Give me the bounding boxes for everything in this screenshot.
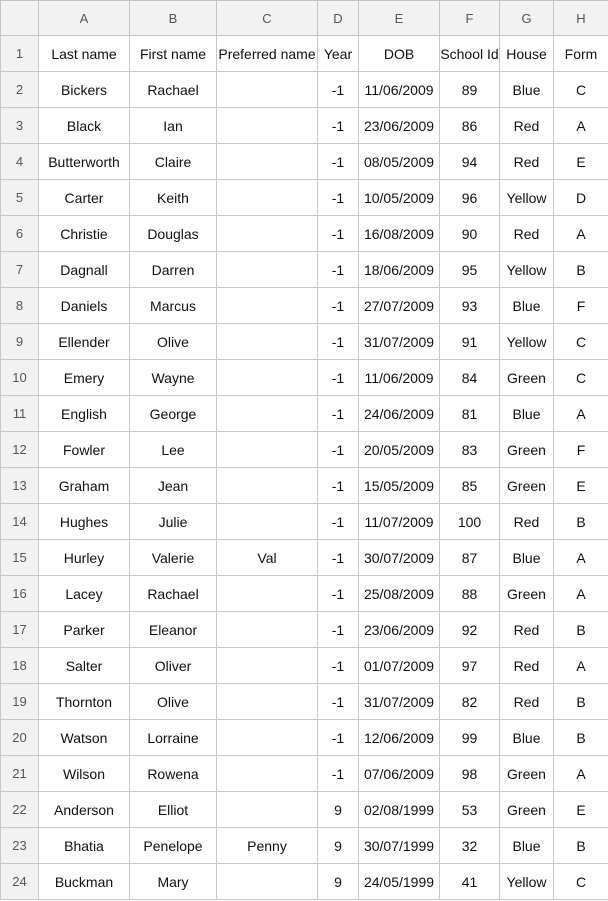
cell-b[interactable]: Eleanor [130,612,217,648]
cell-f[interactable]: 83 [440,432,500,468]
cell-a[interactable]: Daniels [39,288,130,324]
cell-h[interactable]: C [554,360,608,396]
cell-d[interactable]: -1 [318,504,359,540]
cell-e[interactable]: 15/05/2009 [359,468,440,504]
table-row [1,864,608,900]
row-header[interactable]: 3 [1,108,39,144]
cell-b[interactable]: Julie [130,504,217,540]
table-row [1,576,608,612]
cell-g[interactable]: Green [500,468,554,504]
cell-b[interactable]: Rowena [130,756,217,792]
cell-c[interactable] [217,396,318,432]
cell-f[interactable]: 53 [440,792,500,828]
row-header[interactable]: 9 [1,324,39,360]
cell-f[interactable]: 95 [440,252,500,288]
cell-f[interactable]: 100 [440,504,500,540]
cell-c[interactable]: Penny [217,828,318,864]
cell-h[interactable]: E [554,792,608,828]
row-header[interactable]: 14 [1,504,39,540]
cell-a[interactable]: Thornton [39,684,130,720]
cell-c[interactable] [217,504,318,540]
cell-g[interactable]: Red [500,612,554,648]
table-row [1,756,608,792]
cell-g[interactable]: Green [500,792,554,828]
cell-f[interactable]: 84 [440,360,500,396]
cell-e[interactable]: 24/06/2009 [359,396,440,432]
cell-e[interactable]: 12/06/2009 [359,720,440,756]
cell-b[interactable]: Valerie [130,540,217,576]
cell-f[interactable]: 97 [440,648,500,684]
table-row [1,252,608,288]
column-header-c[interactable]: C [217,1,318,36]
cell-b[interactable]: Keith [130,180,217,216]
cell-d[interactable]: -1 [318,648,359,684]
cell-h[interactable]: A [554,756,608,792]
row-header[interactable]: 19 [1,684,39,720]
cell-h[interactable]: B [554,612,608,648]
table-row [1,504,608,540]
cell-b[interactable]: Rachael [130,72,217,108]
cell-e[interactable]: 07/06/2009 [359,756,440,792]
cell-e[interactable]: 01/07/2009 [359,648,440,684]
cell-h[interactable]: B [554,504,608,540]
cell-c[interactable] [217,324,318,360]
cell-b[interactable]: Elliot [130,792,217,828]
cell-c[interactable] [217,468,318,504]
cell-g[interactable]: Blue [500,396,554,432]
row-header[interactable]: 20 [1,720,39,756]
cell-d[interactable]: 9 [318,864,359,900]
row-header[interactable]: 23 [1,828,39,864]
cell-g[interactable]: Green [500,432,554,468]
cell-c[interactable] [217,756,318,792]
cell-c[interactable] [217,576,318,612]
cell-c[interactable] [217,108,318,144]
row-header[interactable]: 24 [1,864,39,900]
cell-a[interactable]: Fowler [39,432,130,468]
cell-h[interactable]: B [554,828,608,864]
row-header[interactable]: 10 [1,360,39,396]
table-row [1,36,608,72]
cell-b[interactable]: Douglas [130,216,217,252]
column-header-row [1,1,608,36]
table-row [1,216,608,252]
cell-c[interactable] [217,180,318,216]
cell-d[interactable]: 9 [318,828,359,864]
cell-h[interactable]: C [554,324,608,360]
cell-h[interactable]: C [554,864,608,900]
cell-f[interactable]: 85 [440,468,500,504]
row-header[interactable]: 16 [1,576,39,612]
cell-e[interactable]: 02/08/1999 [359,792,440,828]
column-header-g[interactable]: G [500,1,554,36]
column-header-a[interactable]: A [39,1,130,36]
cell-g[interactable]: Yellow [500,252,554,288]
cell-e[interactable]: 24/05/1999 [359,864,440,900]
column-header-e[interactable]: E [359,1,440,36]
cell-a[interactable]: Last name [39,36,130,72]
row-header[interactable]: 18 [1,648,39,684]
cell-b[interactable]: Oliver [130,648,217,684]
cell-d[interactable]: -1 [318,540,359,576]
table-row [1,288,608,324]
cell-g[interactable]: Blue [500,72,554,108]
row-header[interactable]: 8 [1,288,39,324]
table-row [1,180,608,216]
cell-f[interactable]: 87 [440,540,500,576]
cell-g[interactable]: Red [500,216,554,252]
column-header-f[interactable]: F [440,1,500,36]
table-row [1,792,608,828]
cell-e[interactable]: 23/06/2009 [359,612,440,648]
cell-g[interactable]: Yellow [500,324,554,360]
row-header[interactable]: 13 [1,468,39,504]
cell-d[interactable]: -1 [318,396,359,432]
cell-d[interactable]: -1 [318,324,359,360]
row-header[interactable]: 21 [1,756,39,792]
cell-b[interactable]: Claire [130,144,217,180]
row-header[interactable]: 5 [1,180,39,216]
cell-e[interactable]: 31/07/2009 [359,324,440,360]
table-row [1,828,608,864]
table-row [1,468,608,504]
cell-h[interactable]: B [554,684,608,720]
cell-g[interactable]: Blue [500,288,554,324]
cell-b[interactable]: Mary [130,864,217,900]
cell-d[interactable]: -1 [318,288,359,324]
cell-g[interactable]: Yellow [500,180,554,216]
row-header[interactable]: 17 [1,612,39,648]
table-row [1,648,608,684]
cell-a[interactable]: Ellender [39,324,130,360]
cell-a[interactable]: Lacey [39,576,130,612]
cell-h[interactable]: C [554,72,608,108]
cell-d[interactable]: -1 [318,360,359,396]
cell-h[interactable]: Form [554,36,608,72]
table-row [1,432,608,468]
cell-d[interactable]: -1 [318,144,359,180]
cell-c[interactable] [217,720,318,756]
cell-b[interactable]: Ian [130,108,217,144]
cell-d[interactable]: -1 [318,612,359,648]
cell-c[interactable] [217,684,318,720]
column-header-b[interactable]: B [130,1,217,36]
row-header[interactable]: 6 [1,216,39,252]
row-header[interactable]: 15 [1,540,39,576]
table-row [1,396,608,432]
cell-c[interactable] [217,72,318,108]
cell-b[interactable]: Olive [130,324,217,360]
cell-f[interactable]: 88 [440,576,500,612]
cell-f[interactable]: 81 [440,396,500,432]
cell-e[interactable]: 16/08/2009 [359,216,440,252]
cell-d[interactable]: -1 [318,468,359,504]
cell-c[interactable]: Preferred name [217,36,318,72]
cell-c[interactable] [217,360,318,396]
cell-d[interactable]: 9 [318,792,359,828]
cell-e[interactable]: 23/06/2009 [359,108,440,144]
cell-h[interactable]: A [554,576,608,612]
table-row [1,720,608,756]
table-row [1,684,608,720]
cell-a[interactable]: Watson [39,720,130,756]
cell-c[interactable]: Val [217,540,318,576]
cell-c[interactable] [217,864,318,900]
table-row [1,72,608,108]
table-row [1,612,608,648]
table-row [1,108,608,144]
cell-e[interactable]: 08/05/2009 [359,144,440,180]
cell-b[interactable]: Wayne [130,360,217,396]
cell-a[interactable]: Carter [39,180,130,216]
cell-f[interactable]: 92 [440,612,500,648]
cell-f[interactable]: 86 [440,108,500,144]
cell-d[interactable]: -1 [318,252,359,288]
cell-d[interactable]: Year [318,36,359,72]
cell-a[interactable]: Bhatia [39,828,130,864]
row-header[interactable]: 11 [1,396,39,432]
cell-h[interactable]: A [554,540,608,576]
cell-b[interactable]: Darren [130,252,217,288]
cell-a[interactable]: Anderson [39,792,130,828]
cell-a[interactable]: English [39,396,130,432]
cell-g[interactable]: Red [500,144,554,180]
cell-a[interactable]: Christie [39,216,130,252]
column-header-h[interactable]: H [554,1,608,36]
cell-b[interactable]: Olive [130,684,217,720]
column-header-d[interactable]: D [318,1,359,36]
cell-d[interactable]: -1 [318,108,359,144]
cell-b[interactable]: Jean [130,468,217,504]
row-header[interactable]: 7 [1,252,39,288]
cell-d[interactable]: -1 [318,180,359,216]
cell-g[interactable]: Green [500,756,554,792]
cell-a[interactable]: Salter [39,648,130,684]
cell-h[interactable]: B [554,720,608,756]
cell-b[interactable]: George [130,396,217,432]
cell-g[interactable]: Yellow [500,864,554,900]
cell-c[interactable] [217,288,318,324]
cell-b[interactable]: Marcus [130,288,217,324]
cell-a[interactable]: Wilson [39,756,130,792]
table-row [1,324,608,360]
cell-g[interactable]: Green [500,360,554,396]
cell-e[interactable]: 31/07/2009 [359,684,440,720]
cell-h[interactable]: A [554,108,608,144]
cell-b[interactable]: Penelope [130,828,217,864]
cell-f[interactable]: 91 [440,324,500,360]
table-row [1,144,608,180]
cell-c[interactable] [217,144,318,180]
cell-e[interactable]: 25/08/2009 [359,576,440,612]
cell-e[interactable]: DOB [359,36,440,72]
cell-g[interactable]: House [500,36,554,72]
cell-f[interactable]: 96 [440,180,500,216]
cell-a[interactable]: Bickers [39,72,130,108]
cell-c[interactable] [217,792,318,828]
cell-d[interactable]: -1 [318,756,359,792]
cell-h[interactable]: D [554,180,608,216]
cell-h[interactable]: B [554,252,608,288]
cell-d[interactable]: -1 [318,684,359,720]
cell-d[interactable]: -1 [318,72,359,108]
cell-c[interactable] [217,648,318,684]
cell-h[interactable]: A [554,216,608,252]
cell-c[interactable] [217,432,318,468]
row-header[interactable]: 22 [1,792,39,828]
cell-a[interactable]: Emery [39,360,130,396]
cell-h[interactable]: A [554,396,608,432]
cell-d[interactable]: -1 [318,216,359,252]
cell-a[interactable]: Hurley [39,540,130,576]
cell-h[interactable]: F [554,432,608,468]
cell-h[interactable]: A [554,648,608,684]
select-all-corner[interactable] [1,1,39,36]
cell-b[interactable]: Rachael [130,576,217,612]
cell-e[interactable]: 20/05/2009 [359,432,440,468]
grid-body [1,1,608,900]
cell-b[interactable]: Lee [130,432,217,468]
cell-a[interactable]: Dagnall [39,252,130,288]
cell-h[interactable]: F [554,288,608,324]
table-row [1,360,608,396]
cell-a[interactable]: Butterworth [39,144,130,180]
cell-f[interactable]: 93 [440,288,500,324]
cell-g[interactable]: Red [500,504,554,540]
cell-f[interactable]: 89 [440,72,500,108]
cell-d[interactable]: -1 [318,720,359,756]
cell-f[interactable]: 90 [440,216,500,252]
cell-f[interactable]: 98 [440,756,500,792]
cell-d[interactable]: -1 [318,576,359,612]
cell-g[interactable]: Red [500,684,554,720]
cell-f[interactable]: 32 [440,828,500,864]
cell-a[interactable]: Graham [39,468,130,504]
cell-g[interactable]: Blue [500,828,554,864]
row-header[interactable]: 12 [1,432,39,468]
cell-e[interactable]: 30/07/1999 [359,828,440,864]
row-header[interactable]: 2 [1,72,39,108]
cell-e[interactable]: 11/07/2009 [359,504,440,540]
cell-c[interactable] [217,216,318,252]
cell-e[interactable]: 10/05/2009 [359,180,440,216]
cell-f[interactable]: 94 [440,144,500,180]
cell-e[interactable]: 11/06/2009 [359,72,440,108]
cell-b[interactable]: First name [130,36,217,72]
row-header[interactable]: 1 [1,36,39,72]
cell-f[interactable]: 82 [440,684,500,720]
cell-e[interactable]: 27/07/2009 [359,288,440,324]
table-row [1,540,608,576]
cell-f[interactable]: 99 [440,720,500,756]
cell-f[interactable]: 41 [440,864,500,900]
cell-d[interactable]: -1 [318,432,359,468]
cell-g[interactable]: Blue [500,720,554,756]
cell-g[interactable]: Red [500,108,554,144]
cell-a[interactable]: Black [39,108,130,144]
cell-a[interactable]: Parker [39,612,130,648]
cell-c[interactable] [217,252,318,288]
cell-g[interactable]: Green [500,576,554,612]
cell-b[interactable]: Lorraine [130,720,217,756]
cell-e[interactable]: 30/07/2009 [359,540,440,576]
cell-a[interactable]: Buckman [39,864,130,900]
cell-a[interactable]: Hughes [39,504,130,540]
cell-g[interactable]: Red [500,648,554,684]
cell-f[interactable]: School Id [440,36,500,72]
cell-h[interactable]: E [554,144,608,180]
cell-e[interactable]: 11/06/2009 [359,360,440,396]
cell-g[interactable]: Blue [500,540,554,576]
cell-h[interactable]: E [554,468,608,504]
row-header[interactable]: 4 [1,144,39,180]
cell-e[interactable]: 18/06/2009 [359,252,440,288]
cell-c[interactable] [217,612,318,648]
